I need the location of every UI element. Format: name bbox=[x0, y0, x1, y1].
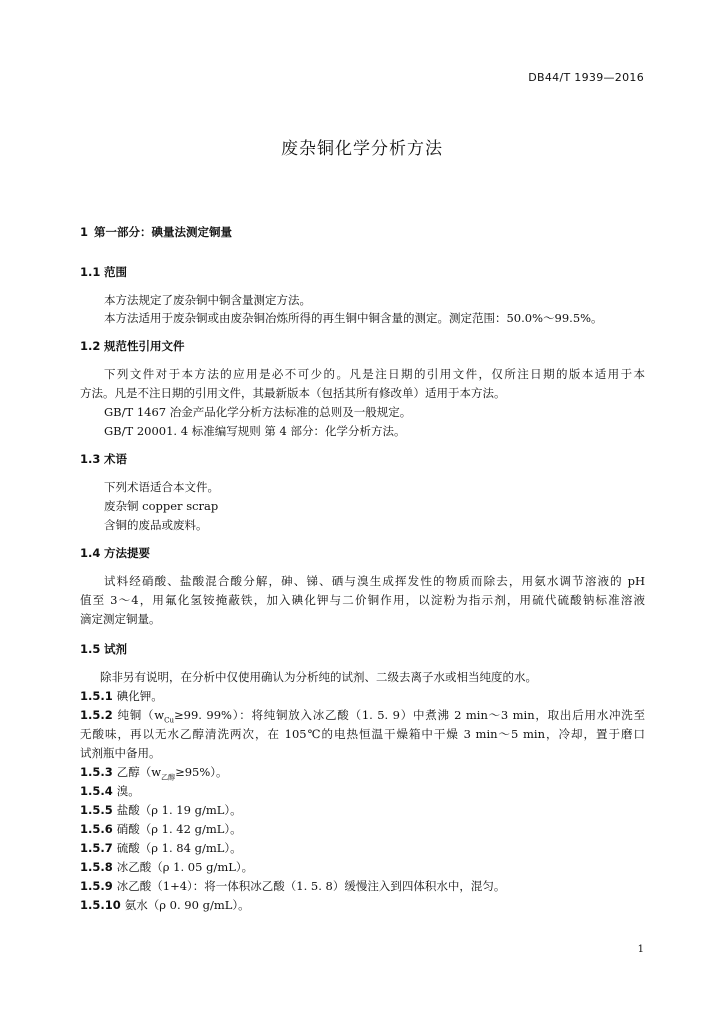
paragraph: 本方法规定了废杂铜中铜含量测定方法。 bbox=[104, 293, 311, 307]
reagent-item-continued: 无酸味，再以无水乙醇清洗两次，在 105℃的电热恒温干燥箱中干燥 3 min～5 min，冷却，置于磨口 bbox=[80, 727, 645, 741]
paragraph-line: 值至 3～4，用氟化氢铵掩蔽铁，加入碘化钾与二价铜作用，以淀粉为指示剂，用硫代硫酸钠标准溶液 bbox=[80, 593, 645, 607]
section-number: 1.3 bbox=[80, 452, 101, 466]
reagent-text: 硝酸（ρ 1. 42 g/mL）。 bbox=[116, 822, 242, 836]
reference-item: GB/T 20001. 4 标准编写规则 第 4 部分：化学分析方法。 bbox=[104, 424, 406, 438]
reference-item: GB/T 1467 冶金产品化学分析方法标准的总则及一般规定。 bbox=[104, 405, 412, 419]
part-number: 1 bbox=[80, 225, 89, 239]
clause-number: 1.5.5 bbox=[80, 803, 113, 817]
clause-number: 1.5.4 bbox=[80, 784, 113, 798]
clause-number: 1.5.8 bbox=[80, 860, 113, 874]
clause-number: 1.5.1 bbox=[80, 689, 113, 703]
paragraph: 除非另有说明，在分析中仅使用确认为分析纯的试剂、二级去离子水或相当纯度的水。 bbox=[100, 670, 537, 684]
reagent-text: 氨水（ρ 0. 90 g/mL）。 bbox=[124, 898, 250, 912]
section-number: 1.1 bbox=[80, 265, 101, 279]
reagent-text: 硫酸（ρ 1. 84 g/mL）。 bbox=[116, 841, 242, 855]
section-label: 方法提要 bbox=[104, 546, 150, 560]
reagent-text: ≥99. 99%）：将纯铜放入冰乙酸（1. 5. 9）中煮沸 2 min～3 min，取出后用水冲洗至 bbox=[174, 708, 645, 722]
section-heading-method-principle bbox=[80, 545, 150, 561]
reagent-text: 盐酸（ρ 1. 19 g/mL）。 bbox=[116, 803, 242, 817]
term-definition: 含铜的废品或废料。 bbox=[104, 518, 208, 532]
clause-number: 1.5.6 bbox=[80, 822, 113, 836]
reagent-item bbox=[80, 897, 645, 913]
section-heading-normative-references bbox=[80, 338, 185, 354]
section-label: 试剂 bbox=[104, 642, 127, 656]
part-heading bbox=[80, 224, 232, 240]
reagent-item bbox=[80, 802, 645, 818]
paragraph-line: 试料经硝酸、盐酸混合酸分解，砷、锑、硒与溴生成挥发性的物质而除去，用氨水调节溶液的 pH bbox=[104, 574, 645, 588]
reagent-item bbox=[80, 840, 645, 856]
part-label: 第一部分：碘量法测定铜量 bbox=[94, 225, 232, 239]
section-heading-reagents bbox=[80, 641, 127, 657]
reagent-text: 冰乙酸（1+4）：将一体积冰乙酸（1. 5. 8）缓慢注入到四体积水中，混匀。 bbox=[116, 879, 506, 893]
reagent-item bbox=[80, 859, 645, 875]
reagent-item bbox=[80, 821, 645, 837]
reagent-text: 碘化钾。 bbox=[116, 689, 163, 703]
document-code: DB44/T 1939—2016 bbox=[528, 71, 644, 84]
section-heading-scope bbox=[80, 264, 127, 280]
reagent-item bbox=[80, 878, 645, 894]
reagent-text: 溴。 bbox=[116, 784, 140, 798]
subscript: Cu bbox=[164, 716, 175, 725]
reagent-text: ≥95%）。 bbox=[175, 765, 228, 779]
section-heading-terms bbox=[80, 451, 127, 467]
paragraph-line: 下列文件对于本方法的应用是必不可少的。凡是注日期的引用文件，仅所注日期的版本适用于本 bbox=[104, 367, 645, 381]
section-number: 1.5 bbox=[80, 642, 101, 656]
paragraph-line: 滴定测定铜量。 bbox=[80, 612, 161, 626]
paragraph: 下列术语适合本文件。 bbox=[104, 480, 219, 494]
section-number: 1.4 bbox=[80, 546, 101, 560]
reagent-item-continued: 试剂瓶中备用。 bbox=[80, 746, 161, 760]
term: 废杂铜 copper scrap bbox=[104, 499, 219, 513]
section-number: 1.2 bbox=[80, 339, 101, 353]
section-label: 规范性引用文件 bbox=[104, 339, 185, 353]
reagent-text: 乙醇（w bbox=[116, 765, 162, 779]
paragraph: 本方法适用于废杂铜或由废杂铜冶炼所得的再生铜中铜含量的测定。测定范围：50.0%～99.5%。 bbox=[104, 311, 603, 325]
clause-number: 1.5.10 bbox=[80, 898, 121, 912]
clause-number: 1.5.7 bbox=[80, 841, 113, 855]
reagent-item bbox=[80, 764, 645, 782]
subscript: 乙醇 bbox=[161, 773, 176, 782]
reagent-item bbox=[80, 688, 645, 704]
reagent-item bbox=[80, 707, 645, 724]
clause-number: 1.5.9 bbox=[80, 879, 113, 893]
section-label: 术语 bbox=[104, 452, 127, 466]
clause-number: 1.5.2 bbox=[80, 708, 113, 722]
reagent-text: 纯铜（w bbox=[116, 708, 165, 722]
document-title: 废杂铜化学分析方法 bbox=[281, 139, 443, 159]
reagent-text: 冰乙酸（ρ 1. 05 g/mL）。 bbox=[116, 860, 254, 874]
page-number: 1 bbox=[637, 944, 644, 955]
paragraph-line: 方法。凡是不注日期的引用文件，其最新版本（包括其所有修改单）适用于本方法。 bbox=[80, 386, 506, 400]
reagent-item bbox=[80, 783, 645, 799]
clause-number: 1.5.3 bbox=[80, 765, 113, 779]
section-label: 范围 bbox=[104, 265, 127, 279]
